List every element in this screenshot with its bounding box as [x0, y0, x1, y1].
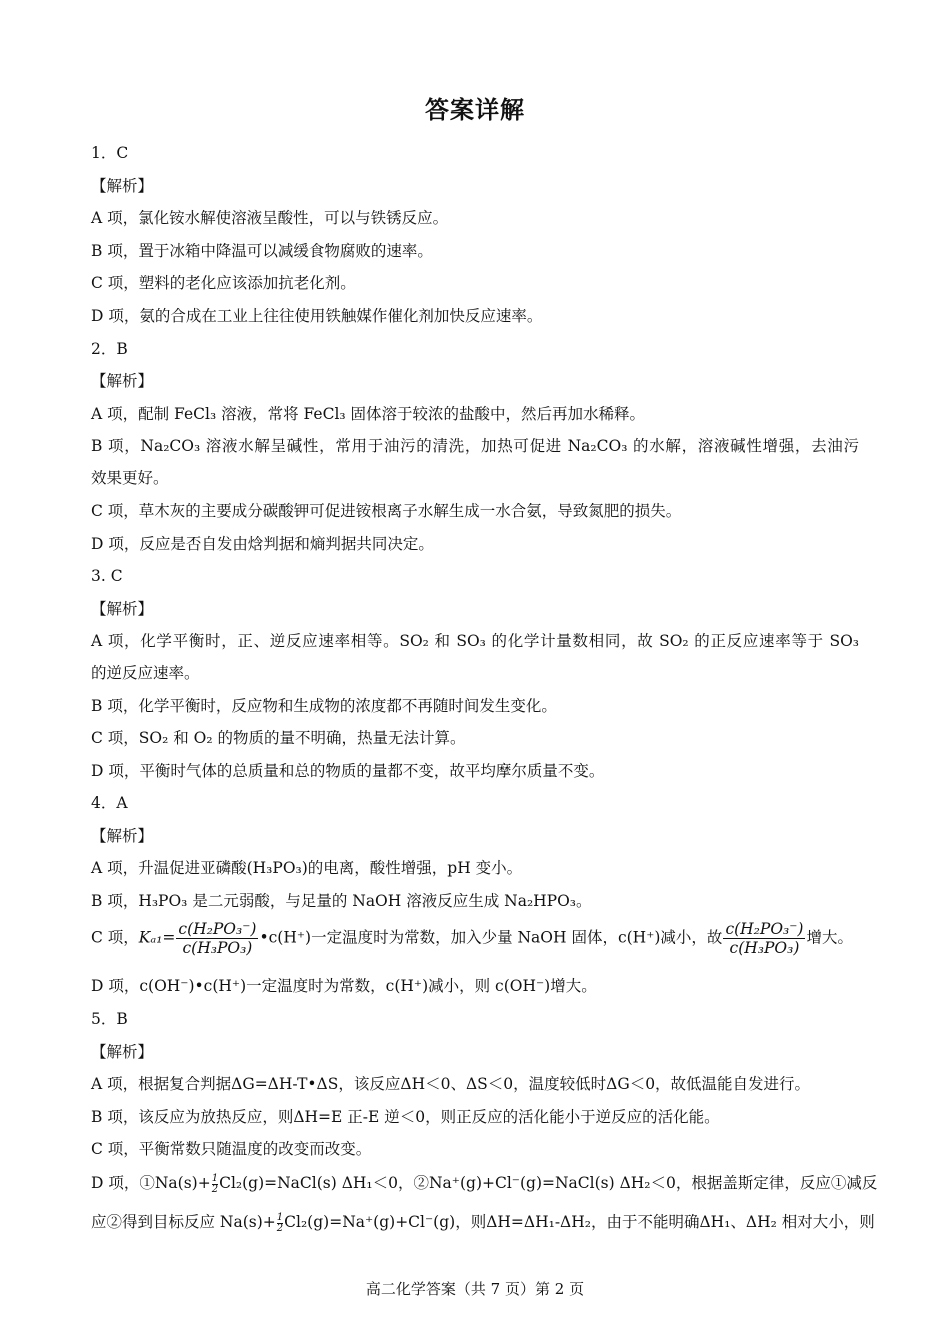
q5-option-b: B 项，该反应为放热反应，则ΔH=E 正-E 逆＜0，则正反应的活化能小于逆反应的活化能。 — [91, 1108, 720, 1126]
q1-option-a: A 项，氯化铵水解使溶液呈酸性，可以与铁锈反应。 — [91, 209, 449, 227]
q5-d2-half-fraction — [277, 1213, 283, 1234]
q5-d1-half-numerator: 1 — [211, 1172, 219, 1184]
q5-analysis-tag: 【解析】 — [91, 1043, 154, 1061]
q2-option-b-line2: 效果更好。 — [91, 469, 169, 487]
q5-d2-prefix: 应②得到目标反应 Na(s)+ — [91, 1213, 276, 1231]
q4-option-c — [91, 920, 853, 957]
page-footer: 高二化学答案（共 7 页）第 2 页 — [365, 1280, 585, 1298]
q5-option-a: A 项，根据复合判据ΔG=ΔH-T•ΔS，该反应ΔH＜0、ΔS＜0，温度较低时ΔG＜0，故低温能自发进行。 — [91, 1075, 811, 1093]
q4-analysis-tag: 【解析】 — [91, 827, 154, 845]
q4-c-end: 增大。 — [806, 928, 853, 947]
q2-option-a: A 项，配制 FeCl₃ 溶液，常将 FeCl₃ 固体溶于较浓的盐酸中，然后再加水稀释。 — [91, 405, 646, 423]
q5-d1-half-fraction — [212, 1174, 218, 1195]
q3-option-b: B 项，化学平衡时，反应物和生成物的浓度都不再随时间发生变化。 — [91, 697, 557, 715]
q5-d1-rest: Cl₂(g)=NaCl(s) ΔH₁＜0，②Na⁺(g)+Cl⁻(g)=NaCl(s) ΔH₂＜0，根据盖斯定律，反应①减反 — [219, 1174, 878, 1192]
q1-option-d: D 项，氨的合成在工业上往往使用铁触媒作催化剂加快反应速率。 — [91, 307, 543, 325]
q2-option-d: D 项，反应是否自发由焓判据和熵判据共同决定。 — [91, 535, 434, 553]
q4-answer: 4．A — [91, 794, 128, 812]
q5-option-d-line2 — [91, 1212, 875, 1234]
q5-option-c: C 项，平衡常数只随温度的改变而改变。 — [91, 1140, 372, 1158]
q3-answer: 3. C — [91, 567, 123, 585]
q4-option-a: A 项，升温促进亚磷酸(H₃PO₃)的电离，酸性增强，pH 变小。 — [91, 859, 523, 877]
q5-d2-half-numerator: 1 — [276, 1211, 284, 1223]
q3-option-a-line1: A 项，化学平衡时，正、逆反应速率相等。SO₂ 和 SO₃ 的化学计量数相同，故 SO₂ 的正反应速率等于 SO₃ — [91, 632, 859, 650]
q5-d2-half-denominator: 2 — [276, 1222, 284, 1234]
q2-option-c: C 项，草木灰的主要成分碳酸钾可促进铵根离子水解生成一水合氨，导致氮肥的损失。 — [91, 502, 682, 520]
q5-d2-rest: Cl₂(g)=Na⁺(g)+Cl⁻(g)，则ΔH=ΔH₁-ΔH₂，由于不能明确ΔH₁、ΔH₂ 相对大小，则 — [284, 1213, 875, 1231]
q4-c-middle: •c(H⁺)一定温度时为常数，加入少量 NaOH 固体，c(H⁺)减小，故 — [259, 928, 723, 947]
q4-option-b: B 项，H₃PO₃ 是二元弱酸，与足量的 NaOH 溶液反应生成 Na₂HPO₃。 — [91, 892, 592, 910]
q4-c-ka1: Kₐ₁= — [138, 928, 176, 947]
q1-option-b: B 项，置于冰箱中降温可以减缓食物腐败的速率。 — [91, 242, 433, 260]
q3-option-d: D 项，平衡时气体的总质量和总的物质的量都不变，故平均摩尔质量不变。 — [91, 762, 605, 780]
q5-d1-half-denominator: 2 — [211, 1183, 219, 1195]
q5-answer: 5．B — [91, 1010, 128, 1028]
q1-option-c: C 项，塑料的老化应该添加抗老化剂。 — [91, 274, 356, 292]
q4-c-fraction-1-numerator: c(H₂PO₃⁻) — [178, 920, 257, 938]
q4-c-prefix: C 项， — [91, 928, 139, 947]
q5-d1-prefix: D 项，①Na(s)+ — [91, 1174, 211, 1192]
q2-option-b-line1: B 项，Na₂CO₃ 溶液水解呈碱性，常用于油污的清洗，加热可促进 Na₂CO₃ 的水解，溶液碱性增强，去油污 — [91, 437, 859, 455]
q3-option-a-line2: 的逆反应速率。 — [91, 664, 200, 682]
q4-c-fraction-1 — [176, 920, 258, 957]
q1-analysis-tag: 【解析】 — [91, 177, 154, 195]
q3-analysis-tag: 【解析】 — [91, 600, 154, 618]
q4-option-d: D 项，c(OH⁻)•c(H⁺)一定温度时为常数，c(H⁺)减小，则 c(OH⁻)增大。 — [91, 977, 597, 995]
q2-analysis-tag: 【解析】 — [91, 372, 154, 390]
q4-c-fraction-2 — [723, 920, 805, 957]
q3-option-c: C 项，SO₂ 和 O₂ 的物质的量不明确，热量无法计算。 — [91, 729, 466, 747]
q4-c-fraction-2-denominator: c(H₃PO₃) — [729, 939, 800, 957]
page-title: 答案详解 — [425, 96, 525, 124]
q4-c-fraction-2-numerator: c(H₂PO₃⁻) — [725, 920, 804, 938]
q5-option-d-line1 — [91, 1173, 877, 1195]
q1-answer: 1．C — [91, 144, 129, 162]
q2-answer: 2．B — [91, 340, 128, 358]
q4-c-fraction-1-denominator: c(H₃PO₃) — [182, 939, 253, 957]
